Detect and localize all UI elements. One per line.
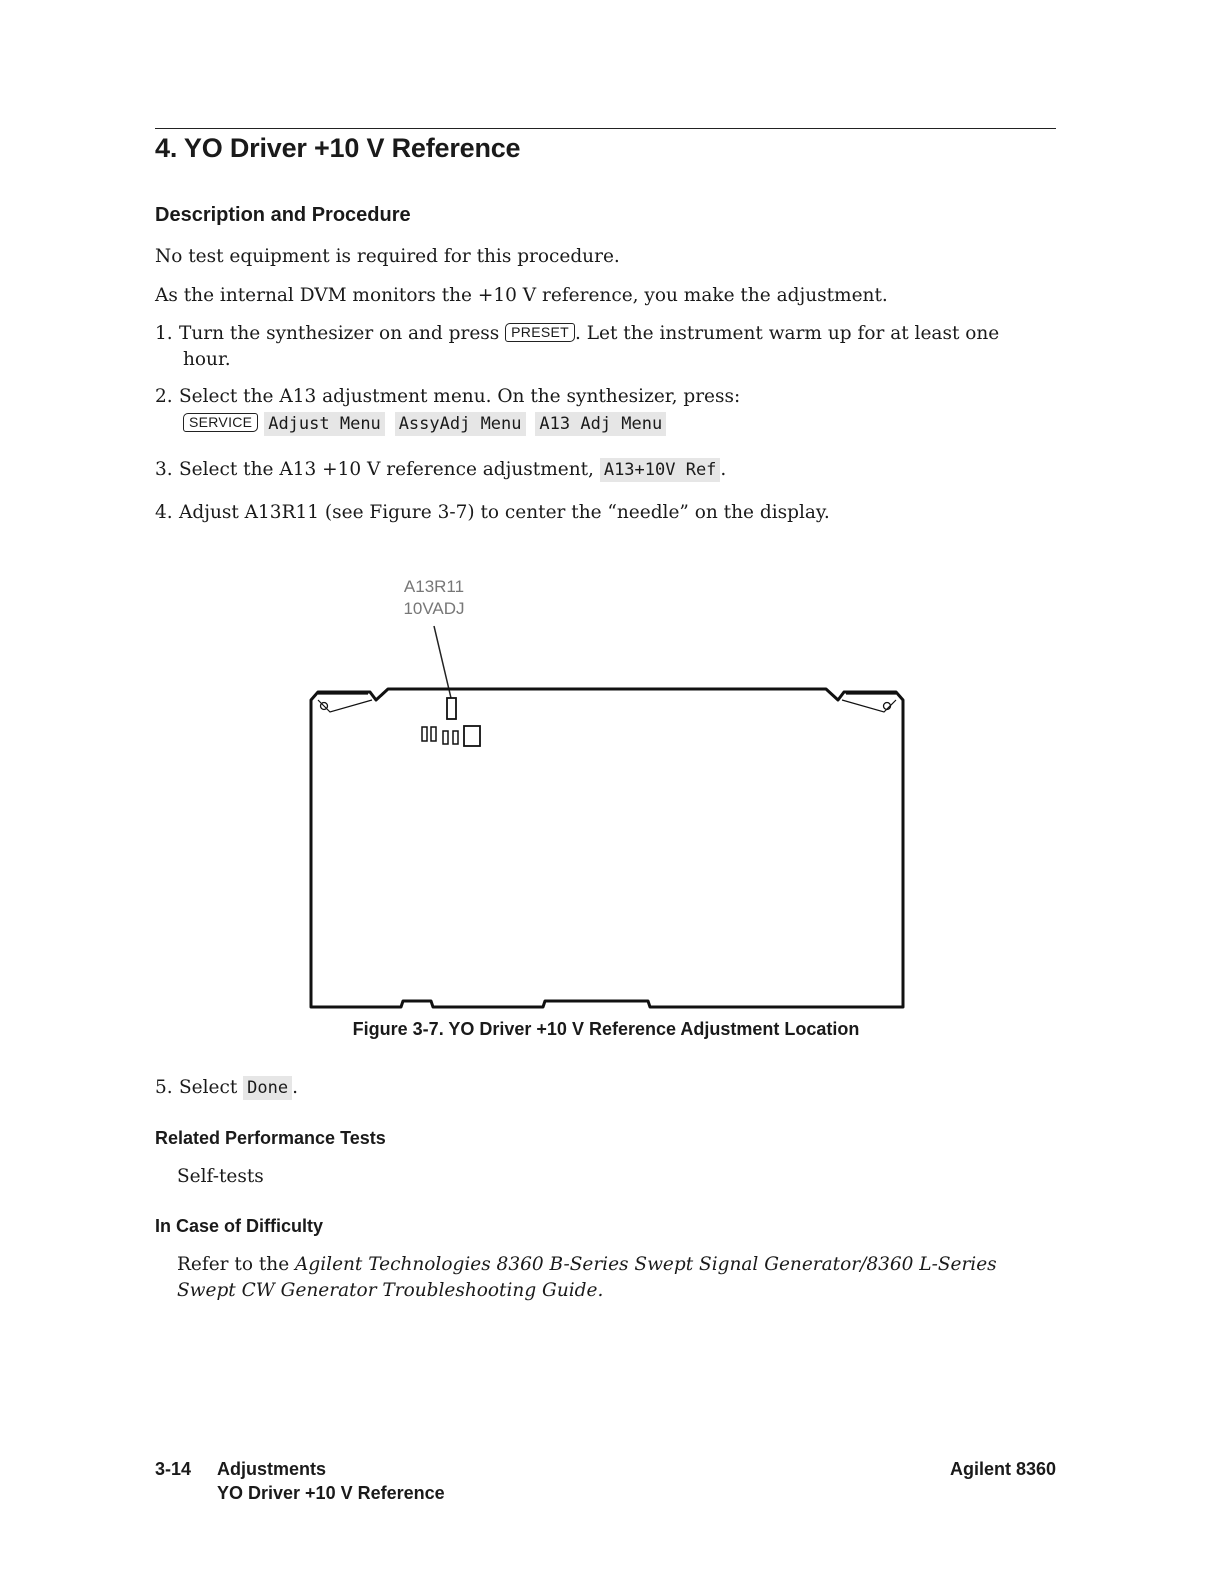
softkey-done[interactable]: Done xyxy=(243,1076,292,1100)
footer-chapter: Adjustments xyxy=(217,1459,327,1479)
step-2-keys xyxy=(183,411,670,437)
component xyxy=(453,731,458,744)
step-number: 5. xyxy=(155,1077,173,1098)
step-number: 1. xyxy=(155,323,173,344)
footer-page-number: 3-14 xyxy=(155,1459,192,1479)
figure-label-component: A13R11 xyxy=(403,577,465,596)
intro-paragraph-1: No test equipment is required for this procedure. xyxy=(155,246,620,267)
a13r11-potentiometer xyxy=(447,698,456,719)
step-number: 3. xyxy=(155,459,173,480)
circuit-board-outline xyxy=(311,689,903,1007)
softkey-a13-10v-ref[interactable]: A13+10V Ref xyxy=(600,458,721,482)
step-text: . xyxy=(292,1077,299,1098)
component xyxy=(431,727,436,741)
preset-key[interactable]: PRESET xyxy=(505,323,575,342)
title-rule xyxy=(155,128,1056,129)
related-tests-text: Self-tests xyxy=(177,1166,264,1187)
step-text: Turn the synthesizer on and press xyxy=(179,323,506,344)
guide-title: Agilent Technologies 8360 B-Series Swept Signal Generator/8360 L-Series xyxy=(295,1254,997,1275)
step-text: Select xyxy=(179,1077,244,1098)
footer-product: Agilent 8360 xyxy=(949,1459,1056,1479)
step-5 xyxy=(155,1075,298,1101)
step-4 xyxy=(155,500,830,526)
section-heading: Description and Procedure xyxy=(155,204,411,226)
service-key[interactable]: SERVICE xyxy=(183,413,258,432)
guide-title-continued: Swept CW Generator Troubleshooting Guide. xyxy=(177,1280,604,1301)
step-number: 2. xyxy=(155,386,173,407)
component xyxy=(422,727,427,741)
step-text: Select the A13 adjustment menu. On the synthesizer, press: xyxy=(179,386,741,407)
leader-line xyxy=(434,626,451,698)
step-1-continuation: hour. xyxy=(183,349,231,370)
step-text: Adjust A13R11 (see Figure 3-7) to center the “needle” on the display. xyxy=(179,502,830,523)
difficulty-text xyxy=(177,1252,997,1278)
related-tests-heading: Related Performance Tests xyxy=(155,1128,386,1148)
softkey-assyadj-menu[interactable]: AssyAdj Menu xyxy=(395,412,526,436)
step-text: . xyxy=(720,459,727,480)
figure-label-adjust: 10VADJ xyxy=(403,599,465,618)
step-text: Select the A13 +10 V reference adjustment, xyxy=(179,459,600,480)
footer-subsection: YO Driver +10 V Reference xyxy=(217,1483,445,1503)
difficulty-lead: Refer to the xyxy=(177,1254,296,1275)
page-title: 4. YO Driver +10 V Reference xyxy=(155,133,521,163)
step-1 xyxy=(155,321,999,347)
step-text: . Let the instrument warm up for at least one xyxy=(575,323,1000,344)
difficulty-heading: In Case of Difficulty xyxy=(155,1216,324,1236)
intro-paragraph-2: As the internal DVM monitors the +10 V reference, you make the adjustment. xyxy=(155,285,888,306)
step-number: 4. xyxy=(155,502,173,523)
softkey-adjust-menu[interactable]: Adjust Menu xyxy=(264,412,385,436)
component xyxy=(464,726,480,746)
board-edge-detail xyxy=(842,700,896,712)
board-location-figure xyxy=(0,560,1224,1020)
step-2 xyxy=(155,384,740,410)
component xyxy=(443,731,448,744)
board-edge-detail xyxy=(318,700,372,712)
figure-caption: Figure 3-7. YO Driver +10 V Reference Adjustment Location xyxy=(352,1019,860,1039)
step-3 xyxy=(155,457,726,483)
softkey-a13-adj-menu[interactable]: A13 Adj Menu xyxy=(535,412,666,436)
